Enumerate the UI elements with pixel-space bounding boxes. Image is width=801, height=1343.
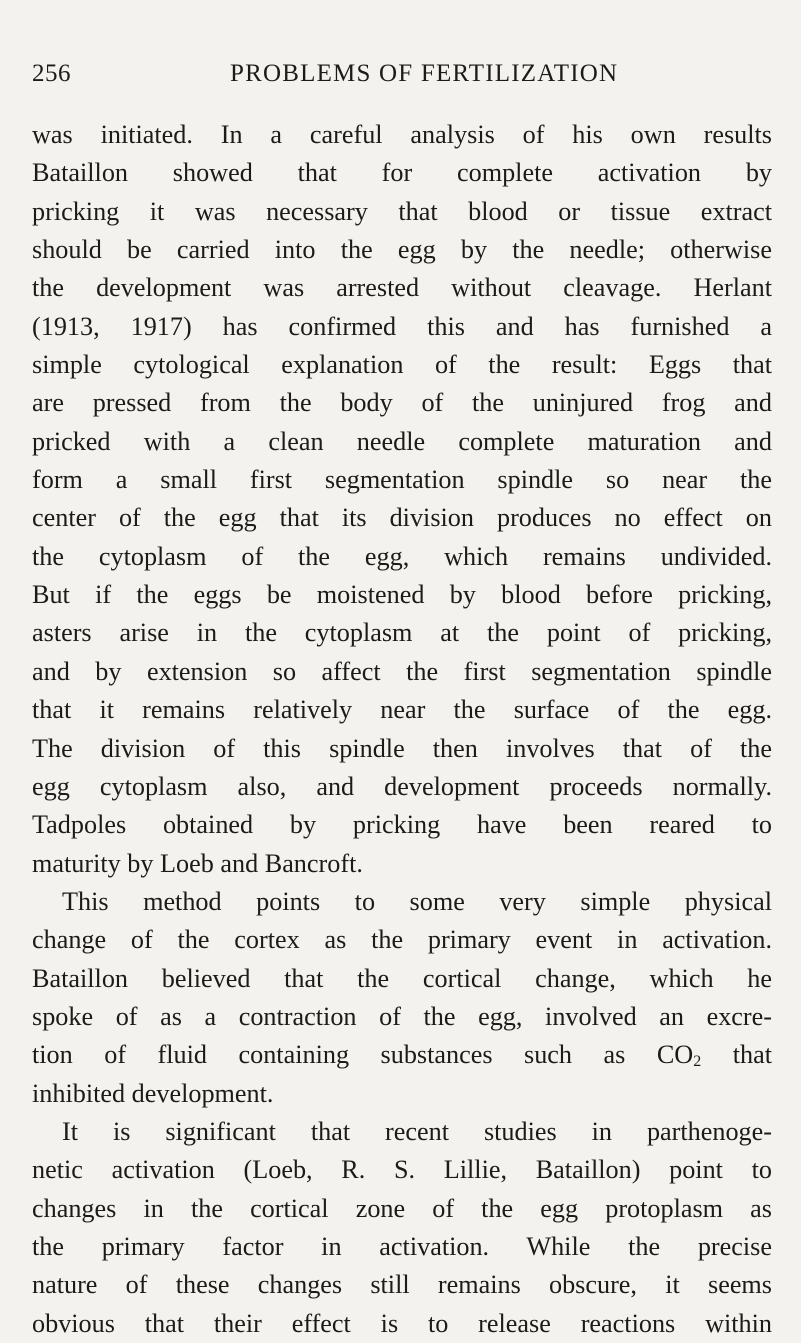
text-segment: tion of fluid containing substances such as CO (32, 1040, 694, 1070)
text-line: The division of this spindle then involves that of the (32, 733, 772, 763)
text-line: was initiated. In a careful analysis of his own results (32, 120, 772, 149)
text-line: Bataillon believed that the cortical change, which he (32, 963, 772, 993)
text-line: egg cytoplasm also, and development proceeds normally. (32, 771, 772, 801)
page-number: 256 (32, 60, 71, 87)
text-line: center of the egg that its division produces no effect on (32, 503, 772, 533)
text-line: Tadpoles obtained by pricking have been reared to (32, 810, 772, 840)
text-line: Bataillon showed that for complete activation by (32, 158, 772, 188)
text-line: changes in the cortical zone of the egg protoplasm as (32, 1193, 772, 1223)
text-line: netic activation (Loeb, R. S. Lillie, Bataillon) point to (32, 1155, 772, 1185)
text-line: It is significant that recent studies in parthenoge- (62, 1116, 772, 1146)
subscript: 2 (693, 1053, 702, 1071)
text-line: should be carried into the egg by the needle; otherwise (32, 235, 772, 265)
text-segment: that (701, 1040, 772, 1070)
text-line: maturity by Loeb and Bancroft. (32, 848, 363, 878)
text-line: asters arise in the cytoplasm at the point of pricking, (32, 618, 772, 648)
text-line: that it remains relatively near the surface of the egg. (32, 695, 772, 725)
text-line: the cytoplasm of the egg, which remains undivided. (32, 541, 772, 571)
text-line: change of the cortex as the primary event in activation. (32, 925, 772, 955)
text-line: are pressed from the body of the uninjured frog and (32, 388, 772, 418)
text-line: But if the eggs be moistened by blood before pricking, (32, 580, 772, 610)
text-line: pricked with a clean needle complete maturation and (32, 426, 772, 456)
text-line: obvious that their effect is to release reactions within (32, 1308, 772, 1338)
running-head: PROBLEMS OF FERTILIZATION (230, 60, 619, 87)
text-line: inhibited development. (32, 1078, 274, 1108)
text-line: This method points to some very simple physical (62, 886, 772, 916)
text-line: (1913, 1917) has confirmed this and has furnished a (32, 311, 772, 341)
text-line: nature of these changes still remains obscure, it seems (32, 1270, 772, 1300)
text-line: the primary factor in activation. While the precise (32, 1231, 772, 1261)
text-line-with-subscript (32, 1036, 772, 1074)
text-line: simple cytological explanation of the result: Eggs that (32, 350, 772, 380)
text-line: spoke of as a contraction of the egg, involved an excre- (32, 1001, 772, 1031)
page-header (32, 60, 652, 100)
text-line: and by extension so affect the first segmentation spindle (32, 656, 772, 686)
text-line: pricking it was necessary that blood or tissue extract (32, 196, 772, 226)
text-line: the development was arrested without cleavage. Herlant (32, 273, 772, 303)
text-line: form a small first segmentation spindle so near the (32, 465, 772, 495)
body-text (32, 116, 772, 1343)
